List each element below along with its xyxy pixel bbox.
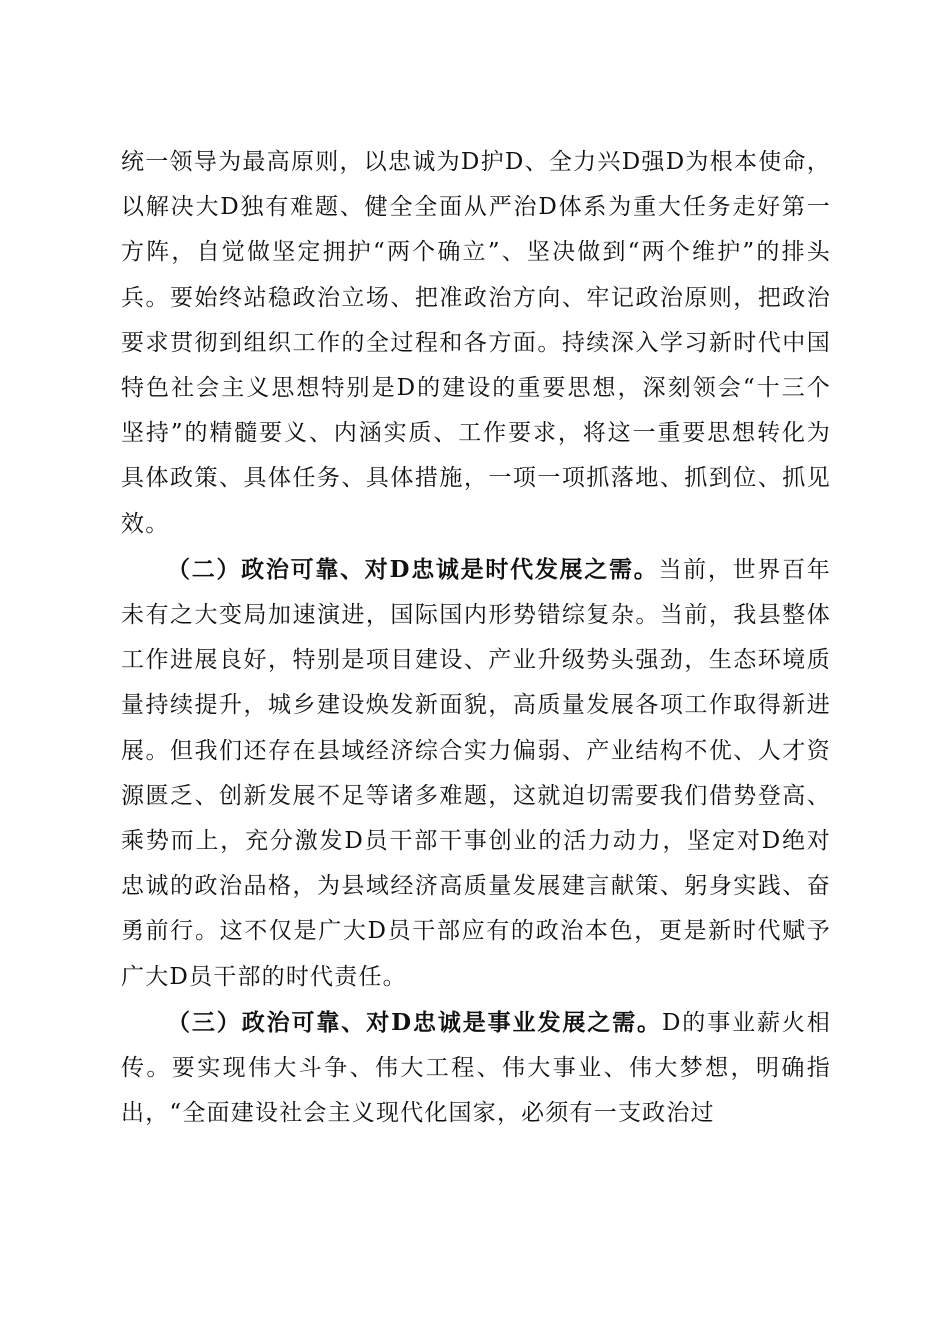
paragraph-text: D的事业薪火相传。要实现伟大斗争、伟大工程、伟大事业、伟大梦想，明确指出，“全面建设社会主义现代化国家，必须有一支政治过 xyxy=(121,1009,831,1127)
section-heading: （二）政治可靠、对D忠诚是时代发展之需。 xyxy=(167,555,659,583)
paragraph-continuation xyxy=(121,140,831,547)
paragraph-text: 当前，世界百年未有之大变局加速演进，国际国内形势错综复杂。当前，我县整体工作进展良好，特别是项目建设、产业升级势头强劲，生态环境质量持续提升，城乡建设焕发新面貌，高质量发展各项工作取得新进展。但我们还存在县域经济综合实力偏弱、产业结构不优、人才资源匮乏、创新发展不足等诸多难题，这就迫切需要我们借势登高、乘势而上，充分激发D员干部干事创业的活力动力，坚定对D绝对忠诚的政治品格，为县域经济高质量发展建言献策、躬身实践、奋勇前行。这不仅是广大D员干部应有的政治本色，更是新时代赋予广大D员干部的时代责任。 xyxy=(121,556,832,990)
paragraph-section-2 xyxy=(121,547,831,1000)
paragraph-text: 统一领导为最高原则，以忠诚为D护D、全力兴D强D为根本使命，以解决大D独有难题、健全全面从严治D体系为重大任务走好第一方阵，自觉做坚定拥护“两个确立”、坚决做到“两个维护”的排头兵。要始终站稳政治立场、把准政治方向、牢记政治原则，把政治要求贯彻到组织工作的全过程和各方面。持续深入学习新时代中国特色社会主义思想特别是D的建设的重要思想，深刻领会“十三个坚持”的精髓要义、内涵实质、工作要求，将这一重要思想转化为具体政策、具体任务、具体措施，一项一项抓落地、抓到位、抓见效。 xyxy=(121,149,831,537)
document-body xyxy=(121,140,831,1136)
section-heading: （三）政治可靠、对D忠诚是事业发展之需。 xyxy=(167,1008,662,1036)
paragraph-section-3 xyxy=(121,1000,831,1137)
